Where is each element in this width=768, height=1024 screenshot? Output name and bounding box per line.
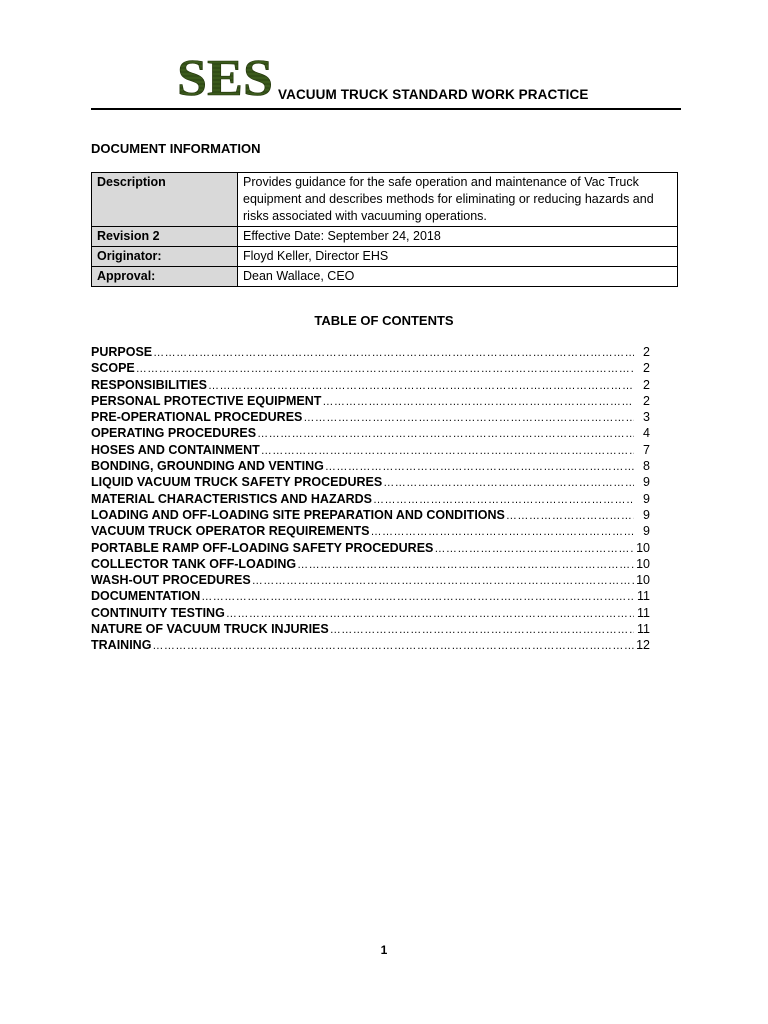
toc-entry[interactable]: [91, 474, 650, 490]
toc-entry-label: NATURE OF VACUUM TRUCK INJURIES: [91, 622, 329, 637]
info-value: Floyd Keller, Director EHS: [238, 247, 678, 267]
toc-entry-label: MATERIAL CHARACTERISTICS AND HAZARDS: [91, 491, 373, 506]
toc-entry-page: 10: [636, 573, 650, 588]
toc-entry-label: PORTABLE RAMP OFF-LOADING SAFETY PROCEDURES: [91, 540, 434, 555]
toc-entry-page: 10: [636, 540, 650, 555]
toc-dot-leader: [226, 606, 634, 622]
toc-entry-label: DOCUMENTATION: [91, 589, 201, 604]
info-row: [92, 227, 678, 247]
toc-dot-leader: [252, 573, 634, 589]
info-value: Dean Wallace, CEO: [238, 267, 678, 287]
toc-entry-page: 2: [643, 361, 650, 376]
toc-entry[interactable]: [91, 425, 650, 441]
toc-entry[interactable]: [91, 588, 650, 604]
info-row: [92, 247, 678, 267]
table-of-contents: [91, 344, 650, 654]
toc-dot-leader: [136, 361, 634, 377]
toc-entry-label: RESPONSIBILITIES: [91, 377, 207, 392]
toc-dot-leader: [153, 345, 634, 361]
toc-dot-leader: [261, 443, 634, 459]
toc-entry[interactable]: [91, 637, 650, 653]
info-label: Revision 2: [92, 227, 238, 247]
document-header: [91, 46, 681, 110]
toc-entry-label: CONTINUITY TESTING: [91, 605, 225, 620]
toc-entry-page: 9: [643, 491, 650, 506]
toc-heading: TABLE OF CONTENTS: [314, 313, 454, 328]
toc-dot-leader: [257, 426, 634, 442]
toc-entry[interactable]: [91, 621, 650, 637]
toc-entry[interactable]: [91, 442, 650, 458]
toc-entry-label: COLLECTOR TANK OFF-LOADING: [91, 556, 297, 571]
toc-entry-label: PRE-OPERATIONAL PROCEDURES: [91, 410, 303, 425]
info-label: Originator:: [92, 247, 238, 267]
toc-entry[interactable]: [91, 572, 650, 588]
info-row: [92, 267, 678, 287]
toc-dot-leader: [303, 410, 634, 426]
document-information-heading: DOCUMENT INFORMATION: [91, 141, 261, 156]
info-label: Approval:: [92, 267, 238, 287]
toc-entry[interactable]: [91, 491, 650, 507]
ses-logo: [175, 50, 275, 100]
toc-entry-label: OPERATING PROCEDURES: [91, 426, 257, 441]
toc-dot-leader: [434, 541, 634, 557]
info-label: Description: [92, 173, 238, 227]
toc-entry-label: LOADING AND OFF-LOADING SITE PREPARATION AND CONDITIONS: [91, 507, 505, 522]
toc-entry[interactable]: [91, 507, 650, 523]
toc-entry-page: 10: [636, 556, 650, 571]
toc-dot-leader: [370, 524, 634, 540]
toc-entry-label: LIQUID VACUUM TRUCK SAFETY PROCEDURES: [91, 475, 383, 490]
document-title: VACUUM TRUCK STANDARD WORK PRACTICE: [278, 87, 589, 102]
toc-entry[interactable]: [91, 377, 650, 393]
toc-dot-leader: [506, 508, 634, 524]
info-row: [92, 173, 678, 227]
document-information-table: [91, 172, 678, 287]
toc-dot-leader: [208, 378, 634, 394]
toc-entry[interactable]: [91, 605, 650, 621]
page-number: 1: [380, 943, 388, 957]
toc-entry-page: 9: [643, 475, 650, 490]
toc-entry-label: WASH-OUT PROCEDURES: [91, 573, 251, 588]
toc-dot-leader: [330, 622, 634, 638]
toc-entry[interactable]: [91, 523, 650, 539]
toc-entry[interactable]: [91, 344, 650, 360]
toc-entry-page: 3: [643, 410, 650, 425]
toc-entry-page: 7: [643, 442, 650, 457]
toc-entry-label: HOSES AND CONTAINMENT: [91, 442, 260, 457]
toc-dot-leader: [383, 475, 634, 491]
toc-entry[interactable]: [91, 540, 650, 556]
toc-entry-label: PURPOSE: [91, 345, 153, 359]
toc-entry-page: 9: [643, 524, 650, 539]
info-value: Effective Date: September 24, 2018: [238, 227, 678, 247]
toc-entry-label: TRAINING: [91, 638, 152, 653]
toc-dot-leader: [152, 638, 634, 654]
toc-entry-page: 12: [636, 638, 650, 653]
toc-entry[interactable]: [91, 556, 650, 572]
toc-entry-page: 11: [637, 605, 650, 620]
toc-dot-leader: [297, 557, 634, 573]
toc-entry-page: 8: [643, 459, 650, 474]
toc-entry-page: 2: [643, 377, 650, 392]
toc-entry[interactable]: [91, 458, 650, 474]
toc-entry-page: 11: [637, 622, 650, 637]
toc-dot-leader: [373, 492, 634, 508]
toc-entry-label: SCOPE: [91, 361, 135, 376]
toc-entry-page: 11: [637, 589, 650, 604]
toc-entry-page: 2: [643, 393, 650, 408]
toc-entry[interactable]: [91, 360, 650, 376]
toc-entry-label: BONDING, GROUNDING AND VENTING: [91, 459, 324, 474]
info-value: Provides guidance for the safe operation and maintenance of Vac Truck equipment and describes methods for eliminating or reducing hazards and risks associated with vacuuming operations.: [238, 173, 678, 227]
toc-dot-leader: [325, 459, 634, 475]
toc-entry-page: 9: [643, 507, 650, 522]
toc-entry-label: PERSONAL PROTECTIVE EQUIPMENT: [91, 393, 322, 408]
toc-dot-leader: [201, 589, 634, 605]
toc-entry-page: 4: [643, 426, 650, 441]
toc-entry-page: 2: [643, 345, 650, 359]
toc-entry-label: VACUUM TRUCK OPERATOR REQUIREMENTS: [91, 524, 370, 539]
logo-text: SES: [177, 50, 273, 100]
toc-entry[interactable]: [91, 409, 650, 425]
toc-entry[interactable]: [91, 393, 650, 409]
toc-dot-leader: [322, 394, 634, 410]
